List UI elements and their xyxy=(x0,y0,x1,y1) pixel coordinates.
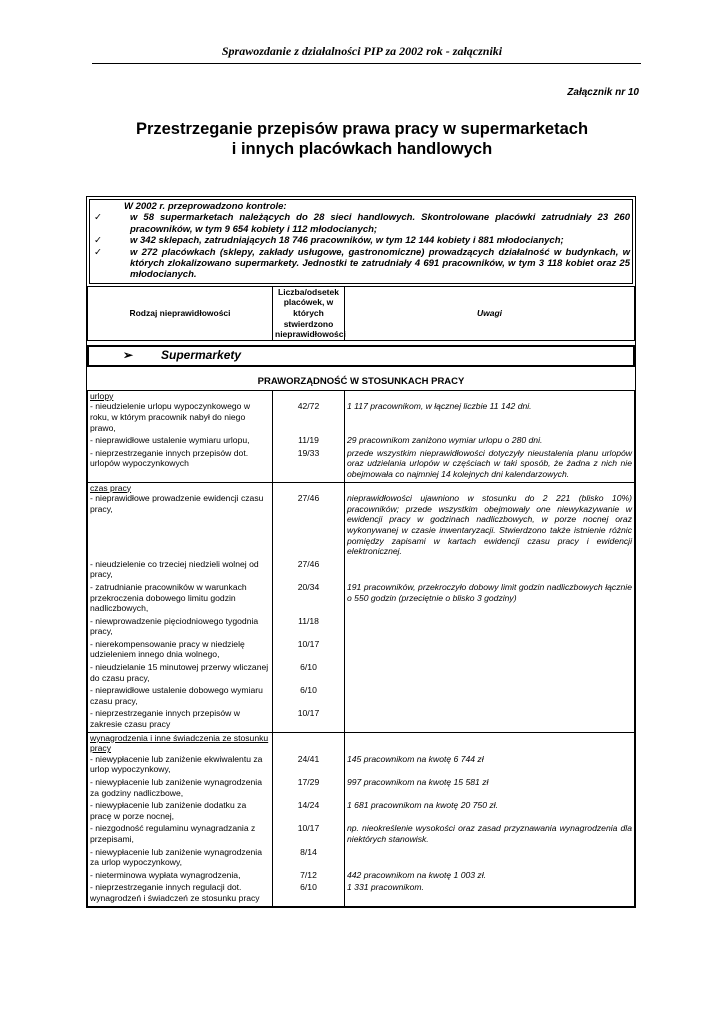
violation-text: - nieprzestrzeganie innych przepisów w zakresie czasu pracy xyxy=(90,708,240,730)
section-label: Supermarkety xyxy=(161,347,242,362)
violation-text: - nieprawidłowe prowadzenie ewidencji czasu pracy, xyxy=(90,493,264,514)
violation-remark: nieprawidłowości ujawniono w stosunku do 2 221 (blisko 10%) pracowników; przede wszystkim obejmowały one niewykazywanie w ewidencji pracy w godzinach nadliczbowych, w porze nocnej oraz wykonywanej w czasie inwentaryzacji. Stwierdzono także istnienie różnic pomiędzy zapisami w kartach ewidencji czasu pracy i ewidencji elektronicznej. xyxy=(347,493,632,557)
violation-text: - niewprowadzenie pięciodniowego tygodnia pracy, xyxy=(90,615,259,637)
title-line-1: Przestrzeganie przepisów prawa pracy w supermarketach xyxy=(135,120,589,138)
violation-count: 6/10 xyxy=(300,662,317,673)
intro-item xyxy=(92,247,630,281)
violation-text: - nierekompensowanie pracy w niedzielę udzieleniem innego dnia wolnego, xyxy=(90,638,245,660)
title-line-2: i innych placówkach handlowych xyxy=(231,140,493,158)
violations-table xyxy=(87,390,635,907)
category-label: wynagrodzenia i inne świadczenia ze stosunku pracy xyxy=(90,732,269,754)
violation-text: - nieudzielanie 15 minutowej przerwy wliczanej do czasu pracy, xyxy=(90,662,269,683)
violation-text: - zatrudnianie pracowników w warunkach przekroczenia dobowego limitu godzin nadliczbowych, xyxy=(90,581,247,614)
intro-item-text: w 342 sklepach, zatrudniających 18 746 pracowników, w tym 12 144 kobiety i 881 młodocianych; xyxy=(130,235,564,247)
violation-remark xyxy=(347,708,632,731)
violation-remark xyxy=(347,639,632,662)
running-header: Sprawozdanie z działalności PIP za 2002 rok - załączniki xyxy=(221,44,503,58)
violation-text: - niewypłacenie lub zaniżenie wynagrodzenia za urlop wypoczynkowy, xyxy=(90,846,262,868)
arrow-icon: ➢ xyxy=(123,347,134,362)
col-header-count: Liczba/odsetek placówek, w których stwierdzono nieprawidłowości xyxy=(273,286,345,340)
check-icon: ✓ xyxy=(94,246,102,258)
violation-remark: 1 117 pracownikom, w łącznej liczbie 11 142 dni. xyxy=(347,401,532,412)
violation-counts-cell xyxy=(273,732,345,906)
annex-table-frame xyxy=(86,196,636,908)
violation-text: - niewypłacenie lub zaniżenie dodatku za pracę w porze nocnej, xyxy=(90,800,247,821)
violation-count: 20/34 xyxy=(297,581,320,592)
violation-text: - nieprzestrzeganie innych regulacji dot. wynagrodzeń i świadczeń ze stosunku pracy xyxy=(90,882,260,903)
intro-box xyxy=(89,199,633,284)
intro-item xyxy=(92,235,630,246)
violation-remark: 29 pracownikom zaniżono wymiar urlopu o 280 dni. xyxy=(347,435,543,446)
violation-count: 8/14 xyxy=(300,846,317,857)
violation-count: 27/46 xyxy=(297,493,320,504)
violation-remark: 145 pracownikom na kwotę 6 744 zł xyxy=(347,753,484,764)
violation-remark: np. nieokreślenie wysokości oraz zasad przyznawania wynagrodzenia dla niektórych stanowisk. xyxy=(347,823,632,844)
col-header-type: Rodzaj nieprawidłowości xyxy=(88,286,273,340)
violation-remark xyxy=(347,616,632,639)
violation-group-row xyxy=(88,482,635,732)
violation-types-cell xyxy=(88,732,273,906)
violation-count: 6/10 xyxy=(300,882,317,893)
annex-label: Załącznik nr 10 xyxy=(567,87,639,98)
violation-count: 24/41 xyxy=(297,753,320,764)
violation-remark: 191 pracowników, przekroczyło dobowy limit godzin nadliczbowych łącznie o 550 godzin (przeciętnie o blisko 3 godziny) xyxy=(347,581,632,603)
col-header-remarks: Uwagi xyxy=(345,286,635,340)
violation-remarks-cell xyxy=(345,732,635,906)
intro-item xyxy=(92,212,630,235)
violation-text: - nieprawidłowe ustalenie wymiaru urlopu, xyxy=(90,435,250,446)
violation-count: 27/46 xyxy=(297,558,320,569)
violation-remarks-cell xyxy=(345,390,635,482)
violation-remark: 997 pracownikom na kwotę 15 581 zł xyxy=(347,777,489,787)
violation-remark xyxy=(347,662,632,685)
subsection-heading: PRAWORZĄDNOŚĆ W STOSUNKACH PRACY xyxy=(257,375,465,387)
violation-count: 11/19 xyxy=(298,435,319,446)
violation-text: - niewypłacenie lub zaniżenie ekwiwalentu za urlop wypoczynkowy, xyxy=(90,753,263,775)
violation-count: 6/10 xyxy=(300,685,317,696)
violation-counts-cell xyxy=(273,482,345,732)
intro-item-text: w 58 supermarketach należących do 28 sieci handlowych. Skontrolowane placówki zatrudniały 23 260 pracowników, w tym 9 654 kobiety i 112 młodocianych; xyxy=(130,212,630,235)
violation-count: 14/24 xyxy=(297,800,320,811)
violation-text: - nieudzielenie co trzeciej niedzieli wolnej od pracy, xyxy=(90,558,259,580)
violation-count: 17/29 xyxy=(297,777,320,787)
check-icon: ✓ xyxy=(94,235,102,247)
category-label: urlopy xyxy=(90,390,114,401)
violation-types-cell xyxy=(88,482,273,732)
violation-count: 42/72 xyxy=(297,401,320,412)
document-title xyxy=(0,119,724,159)
violation-counts-cell xyxy=(273,390,345,482)
violation-remark: 442 pracownikom na kwotę 1 003 zł. xyxy=(347,869,487,880)
violation-remarks-cell xyxy=(345,482,635,732)
section-bar xyxy=(87,345,635,367)
violation-text: - niezgodność regulaminu wynagradzania z przepisami, xyxy=(90,823,256,844)
violation-count: 19/33 xyxy=(297,447,320,458)
violation-remark: 1 681 pracownikom na kwotę 20 750 zł. xyxy=(347,800,498,811)
header-rule xyxy=(92,63,641,64)
intro-item-text: w 272 placówkach (sklepy, zakłady usługowe, gastronomiczne) prowadzących działalność w budynkach, w których zlokalizowano supermarkety. Jednostki te zatrudniały 4 691 pracowników, w tym 3 118 kobiet oraz 25 młodocianych. xyxy=(130,246,630,281)
violation-text: - nieudzielenie urlopu wypoczynkowego w roku, w którym pracownik nabył do niego prawo, xyxy=(90,401,251,433)
column-header-row xyxy=(88,286,635,340)
violation-text: - nieprzestrzeganie innych przepisów dot. urlopów wypoczynkowych xyxy=(90,447,249,469)
category-label: czas pracy xyxy=(90,482,132,493)
violation-remark xyxy=(347,847,632,870)
check-icon: ✓ xyxy=(94,212,102,224)
violation-text: - niewypłacenie lub zaniżenie wynagrodzenia za godziny nadliczbowe, xyxy=(90,777,262,798)
violation-count: 11/18 xyxy=(298,615,319,626)
violation-types-cell xyxy=(88,390,273,482)
violation-text: - nieterminowa wypłata wynagrodzenia, xyxy=(90,869,241,880)
violation-count: 10/17 xyxy=(297,638,320,649)
violation-remark xyxy=(347,559,632,582)
violation-group-row xyxy=(88,390,635,482)
violation-remark: 1 331 pracownikom. xyxy=(347,882,424,893)
intro-lead: W 2002 r. przeprowadzono kontrole: xyxy=(124,201,287,212)
column-header-table xyxy=(87,286,635,341)
violation-count: 10/17 xyxy=(297,708,320,719)
violation-remark xyxy=(347,685,632,708)
intro-text xyxy=(90,200,632,283)
violation-count: 10/17 xyxy=(297,823,320,834)
violation-remark: przede wszystkim nieprawidłowości dotyczyły nieustalenia planu urlopów oraz udzielania urlopów w częściach w taki sposób, że żadna z nich nie obejmowała co najmniej 14 kolejnych dni kalendarzowych. xyxy=(347,447,632,479)
violation-text: - nieprawidłowe ustalenie dobowego wymiaru czasu pracy, xyxy=(90,685,263,706)
violation-count: 7/12 xyxy=(300,869,317,880)
violation-group-row xyxy=(88,732,635,906)
